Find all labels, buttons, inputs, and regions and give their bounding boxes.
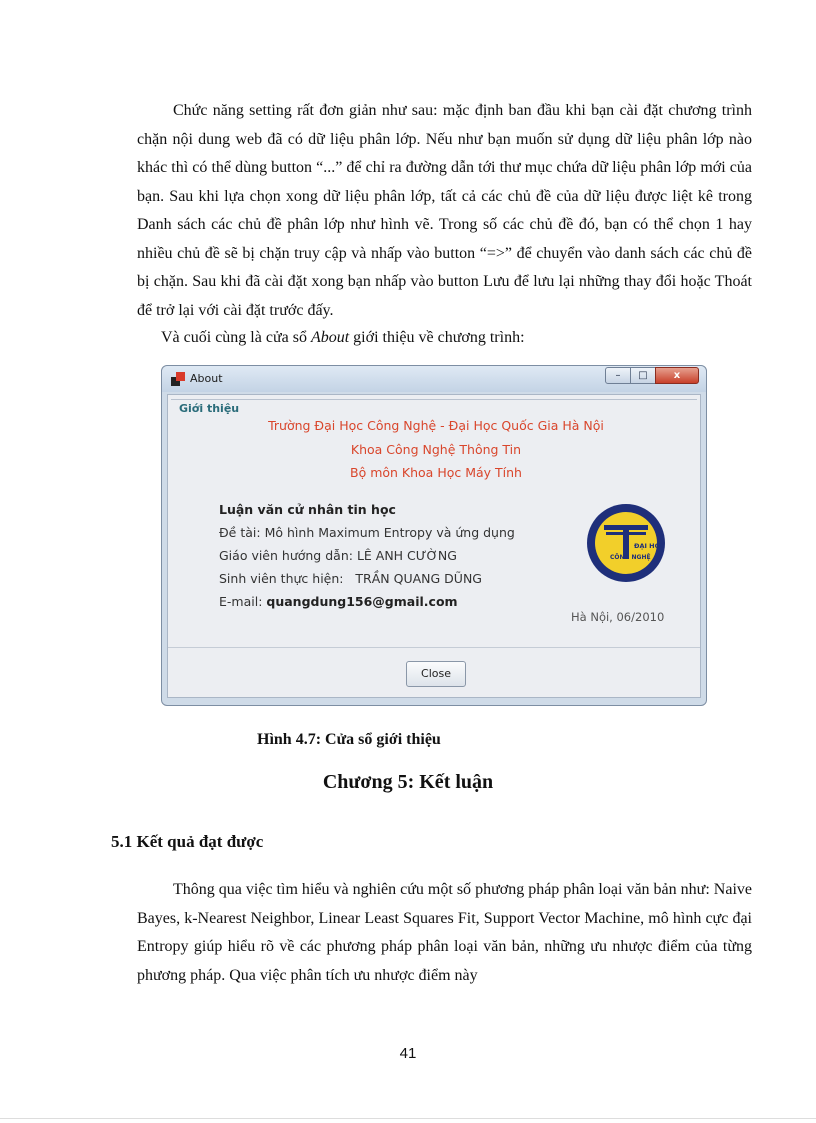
student-row [219,571,482,586]
about-window [161,365,707,706]
intro-text: Và cuối cùng là cửa sổ [161,329,311,346]
topic-value: Mô hình Maximum Entropy và ứng dụng [264,525,515,540]
student-label: Sinh viên thực hiện: [219,571,344,586]
separator [168,647,700,648]
window-title: About [190,372,223,385]
page-number: 41 [399,1045,417,1062]
faculty-name: Khoa Công Nghệ Thông Tin [350,442,522,457]
group-label: Giới thiệu [179,402,243,415]
paragraph-results: Thông qua việc tìm hiểu và nghiên cứu một số phương pháp phân loại văn bản như: Naive Bayes, k-Nearest Neighbor, Linear Least Squares Fit, Support Vector Machine, mô hình cực đại Entropy giúp hiểu rõ về các phương pháp phân loại văn bản, những ưu nhược điểm của từng phương pháp. Qua việc phân tích ưu nhược điểm này [137,881,752,984]
logo-text-top: ĐẠI HỌC [634,542,665,550]
advisor-label: Giáo viên hướng dẫn: [219,548,353,563]
university-name: Trường Đại Học Công Nghệ - Đại Học Quốc Gia Hà Nội [268,418,604,433]
section-title: 5.1 Kết quả đạt được [111,832,264,851]
logo-text-bottom: CÔNG NGHỆ [610,554,651,561]
page-bottom-rule [0,1118,816,1119]
minimize-button[interactable]: – [605,367,631,384]
advisor-value: LÊ ANH CƯỜNG [356,548,457,563]
figure-caption: Hình 4.7: Cửa sổ giới thiệu [257,731,441,748]
email-value: quangdung156@gmail.com [266,594,458,609]
university-logo-icon [586,503,666,583]
email-row [219,594,458,609]
maximize-button[interactable]: □ [630,367,656,384]
intro-group [171,399,697,643]
title-bar[interactable] [162,366,706,392]
thesis-type [219,502,396,517]
email-label: E-mail: [219,594,263,609]
chapter-title: Chương 5: Kết luận [322,771,494,793]
topic-row [219,525,515,540]
paragraph-about-intro [161,329,525,347]
paragraph-setting: Chức năng setting rất đơn giản như sau: mặc định ban đầu khi bạn cài đặt chương trình chặn nội dung web đã có dữ liệu phân lớp. Nếu như bạn muốn sử dụng dữ liệu phân lớp nào khác thì có thể dùng button “...” để chỉ ra đường dẫn tới thư mục chứa dữ liệu phân lớp mới của bạn. Sau khi lựa chọn xong dữ liệu phân lớp, tất cả các chủ đề của dữ liệu được liệt kê trong Danh sách các chủ đề phân lớp như hình vẽ. Trong số các chủ đề đó, bạn có thể chọn 1 hay nhiều chủ đề sẽ bị chặn truy cập và nhấp vào button “=>” để chuyển vào danh sách các chủ đề bị chặn. Sau khi đã cài đặt xong bạn nhấp vào button Lưu để lưu lại những thay đổi hoặc Thoát để trở lại với cài đặt trước đấy. [137,102,752,319]
advisor-row [219,548,457,563]
date-label: Hà Nội, 06/2010 [571,610,665,624]
topic-label: Đề tài: [219,525,261,540]
department-name: Bộ môn Khoa Học Máy Tính [350,465,522,480]
student-value: TRẦN QUANG DŨNG [355,571,482,586]
intro-italic: About [310,329,350,346]
thesis-type-text: Luận văn cử nhân tin học [219,502,396,517]
intro-text-end: giới thiệu về chương trình: [349,329,525,346]
about-content [167,394,701,698]
app-icon [171,372,185,386]
close-button[interactable]: Close [406,661,466,687]
close-window-button[interactable]: x [655,367,699,384]
